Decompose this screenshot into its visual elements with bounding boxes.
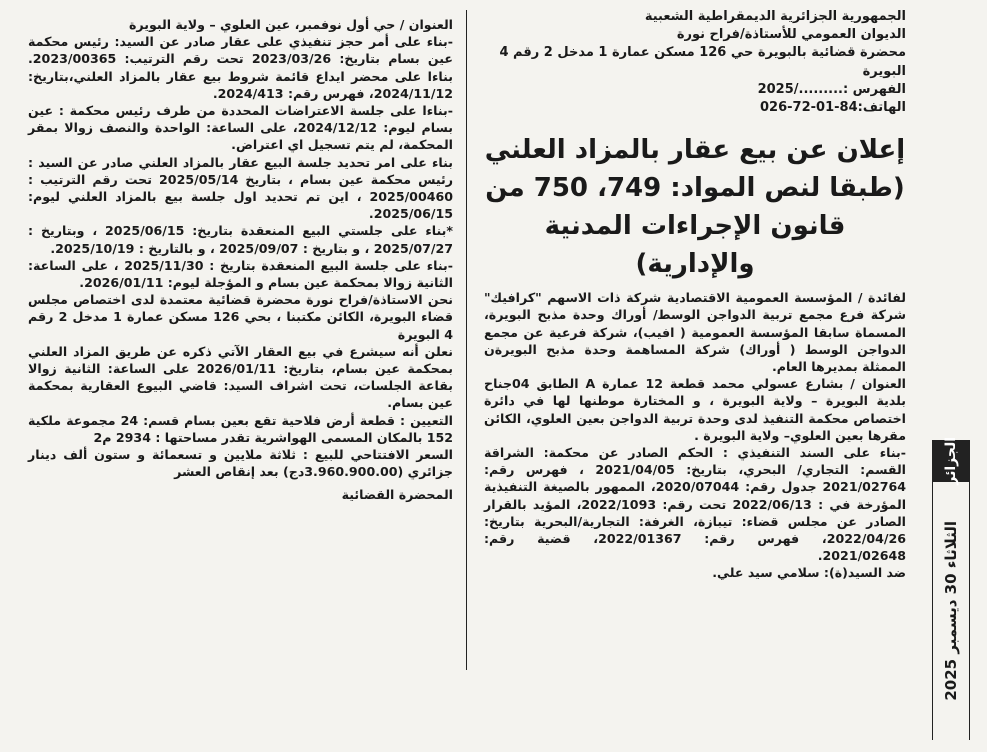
- debtor-line: ضد السيد(ة): سلامي سيد علي.: [712, 565, 906, 581]
- address-line: العنوان / حي أول نوفمبر، عين العلوي – ولاية البويرة: [128, 17, 453, 32]
- header-line: الجمهورية الجزائرية الديمقراطية الشعبية: [644, 9, 906, 24]
- objections-session-paragraph: -بناءا على جلسة الاعتراضات المحددة من طرف رئيس محكمة : عين بسام ليوم: 2024/12/12، على الساعة: الواحدة والنصف زوالا بمقر المحكمة، لم يتم تسجيل اي اعتراض.: [28, 103, 453, 153]
- beneficiary-paragraph: لفائدة / المؤسسة العمومية الاقتصادية شركة ذات الاسهم "كرافيك" شركة فرع مجمع تربية الدواجن الوسط/ أوراك وحدة مذبح البويرة، المسماة سابقا المؤسسة العمومية ( افيب)، شركة فرعية عن مجمع الدواجن الوسط ( أوراك) شركة المساهمة وحدة مذبح البويرةن الممثلة بمديرها العام.: [484, 290, 906, 375]
- office-header: [484, 8, 906, 117]
- property-designation-paragraph: التعيين : قطعة أرض فلاحية تقع بعين بسام قسم: 24 مجموعة ملكية 152 بالمكان المسمى الهواشرية تقدر مساحتها : 2934 م2: [28, 412, 453, 445]
- header-line: محضرة قضائية بالبويرة حي 126 مسكن عمارة 1 مدخل 2 رقم 4: [499, 45, 906, 61]
- newspaper-logo: الجزائر: [933, 440, 969, 482]
- left-column: [28, 16, 453, 504]
- bailiff-paragraph: نحن الاستاذة/فراح نورة محضرة قضائية معتمدة لدى اختصاص مجلس قضاء البويرة، الكائن مكتبنا ، بحي 126 مسكن عمارة 1 مدخل 2 رقم 4 البويرة: [28, 292, 453, 342]
- announcement-headline: [484, 131, 906, 283]
- newspaper-side-strip: [932, 437, 970, 740]
- issue-date: الثلاثاء 30 ديسمبر 2025: [942, 521, 960, 701]
- right-column: [484, 8, 906, 582]
- column-divider: [466, 10, 467, 670]
- header-line: الديوان العمومي للأستاذة/فراح نورة: [676, 27, 906, 43]
- headline-line: (طبقا لنص المواد: 749، 750 من: [485, 173, 905, 204]
- signature: المحضرة القضائية: [341, 487, 453, 503]
- announcement-paragraph: نعلن أنه سيشرع في بيع العقار الآتي ذكره عن طريق المزاد العلني بمحكمة عين بسام، بتاريخ: 2026/01/11 على الساعة: الثانية زوالا بقاعة الجلسات، تحت اشراف السيد: قاضي البيوع العقارية بمحكمة عين بسام.: [28, 343, 453, 411]
- header-line: البويرة: [862, 63, 906, 79]
- opening-price-paragraph: السعر الافتتاحي للبيع : ثلاثة ملايين و تسعمائة و ستون ألف دينار جزائري (3.960.900.00دج) بعد إنقاص العشر: [28, 447, 453, 480]
- seizure-order-paragraph: -بناء على أمر حجز تنفيذي على عقار صادر عن السيد: رئيس محكمة عين بسام بتاريخ: 2023/03/26 تحت رقم الترتيب: 2023/00365. بناءا على محضر ايداع قائمة شروط بيع عقار بالمزاد العلني،بتاريخ: 2024/11/12، فهرس رقم: 2024/413.: [28, 34, 453, 101]
- beneficiary-address-paragraph: العنوان / بشارع عسولي محمد قطعة 12 عمارة A الطابق 04جناح بلدية البويرة – ولاية البويرة ، و المختارة موطنها لها في دائرة اختصاص محكمة التنفيذ لدى وحدة تربية الدواجن بعين العلوي، الكائن مقرها بعين العلوي– ولاية البويرة .: [484, 376, 906, 443]
- headline-line: إعلان عن بيع عقار بالمزاد العلني: [484, 135, 906, 166]
- sale-session-order-paragraph: بناء على امر تحديد جلسة البيع عقار بالمزاد العلني صادر عن السيد : رئيس محكمة عين بسام ، بتاريخ 2025/05/14 تحت رقم الترتيب : 2025/00460 ، اين تم تحديد اول جلسة بيع بالمزاد العلني ليوم: 2025/06/15.: [28, 154, 453, 222]
- postponed-session-paragraph: -بناء على جلسة البيع المنعقدة بتاريخ : 2025/11/30 ، على الساعة: الثانية زوالا بمحكمة عين بسام و المؤجلة ليوم: 2026/01/11.: [28, 257, 453, 291]
- header-line: الفهرس :........./2025: [757, 81, 906, 97]
- header-line: الهاتف:84-01-72-026: [759, 100, 906, 116]
- headline-line: قانون الإجراءات المدنية والإدارية): [544, 211, 846, 280]
- executive-title-paragraph: -بناء على السند التنفيذي : الحكم الصادر عن محكمة: الشراقة القسم: التجاري/ البحري، بتاريخ: 2021/04/05 ، فهرس رقم: 2021/02764 جدول رقم: 2020/07044، الممهور بالصيغة التنفيذية المؤرخة في : 2022/06/13 تحت رقم: 2022/1093، المؤيد بالقرار الصادر عن مجلس قضاء: تيبازة، الغرفة: التجارية/البحرية بتاريخ: 2022/04/26، فهرس رقم: 2022/01367، قضية رقم: 2021/02648.: [484, 445, 907, 564]
- previous-sessions-paragraph: *بناء على جلستي البيع المنعقدة بتاريخ: 2025/06/15 ، وبتاريخ : 2025/07/27 ، و بتاريخ : 2025/09/07 ، و بالتاريخ : 2025/10/19.: [28, 223, 453, 256]
